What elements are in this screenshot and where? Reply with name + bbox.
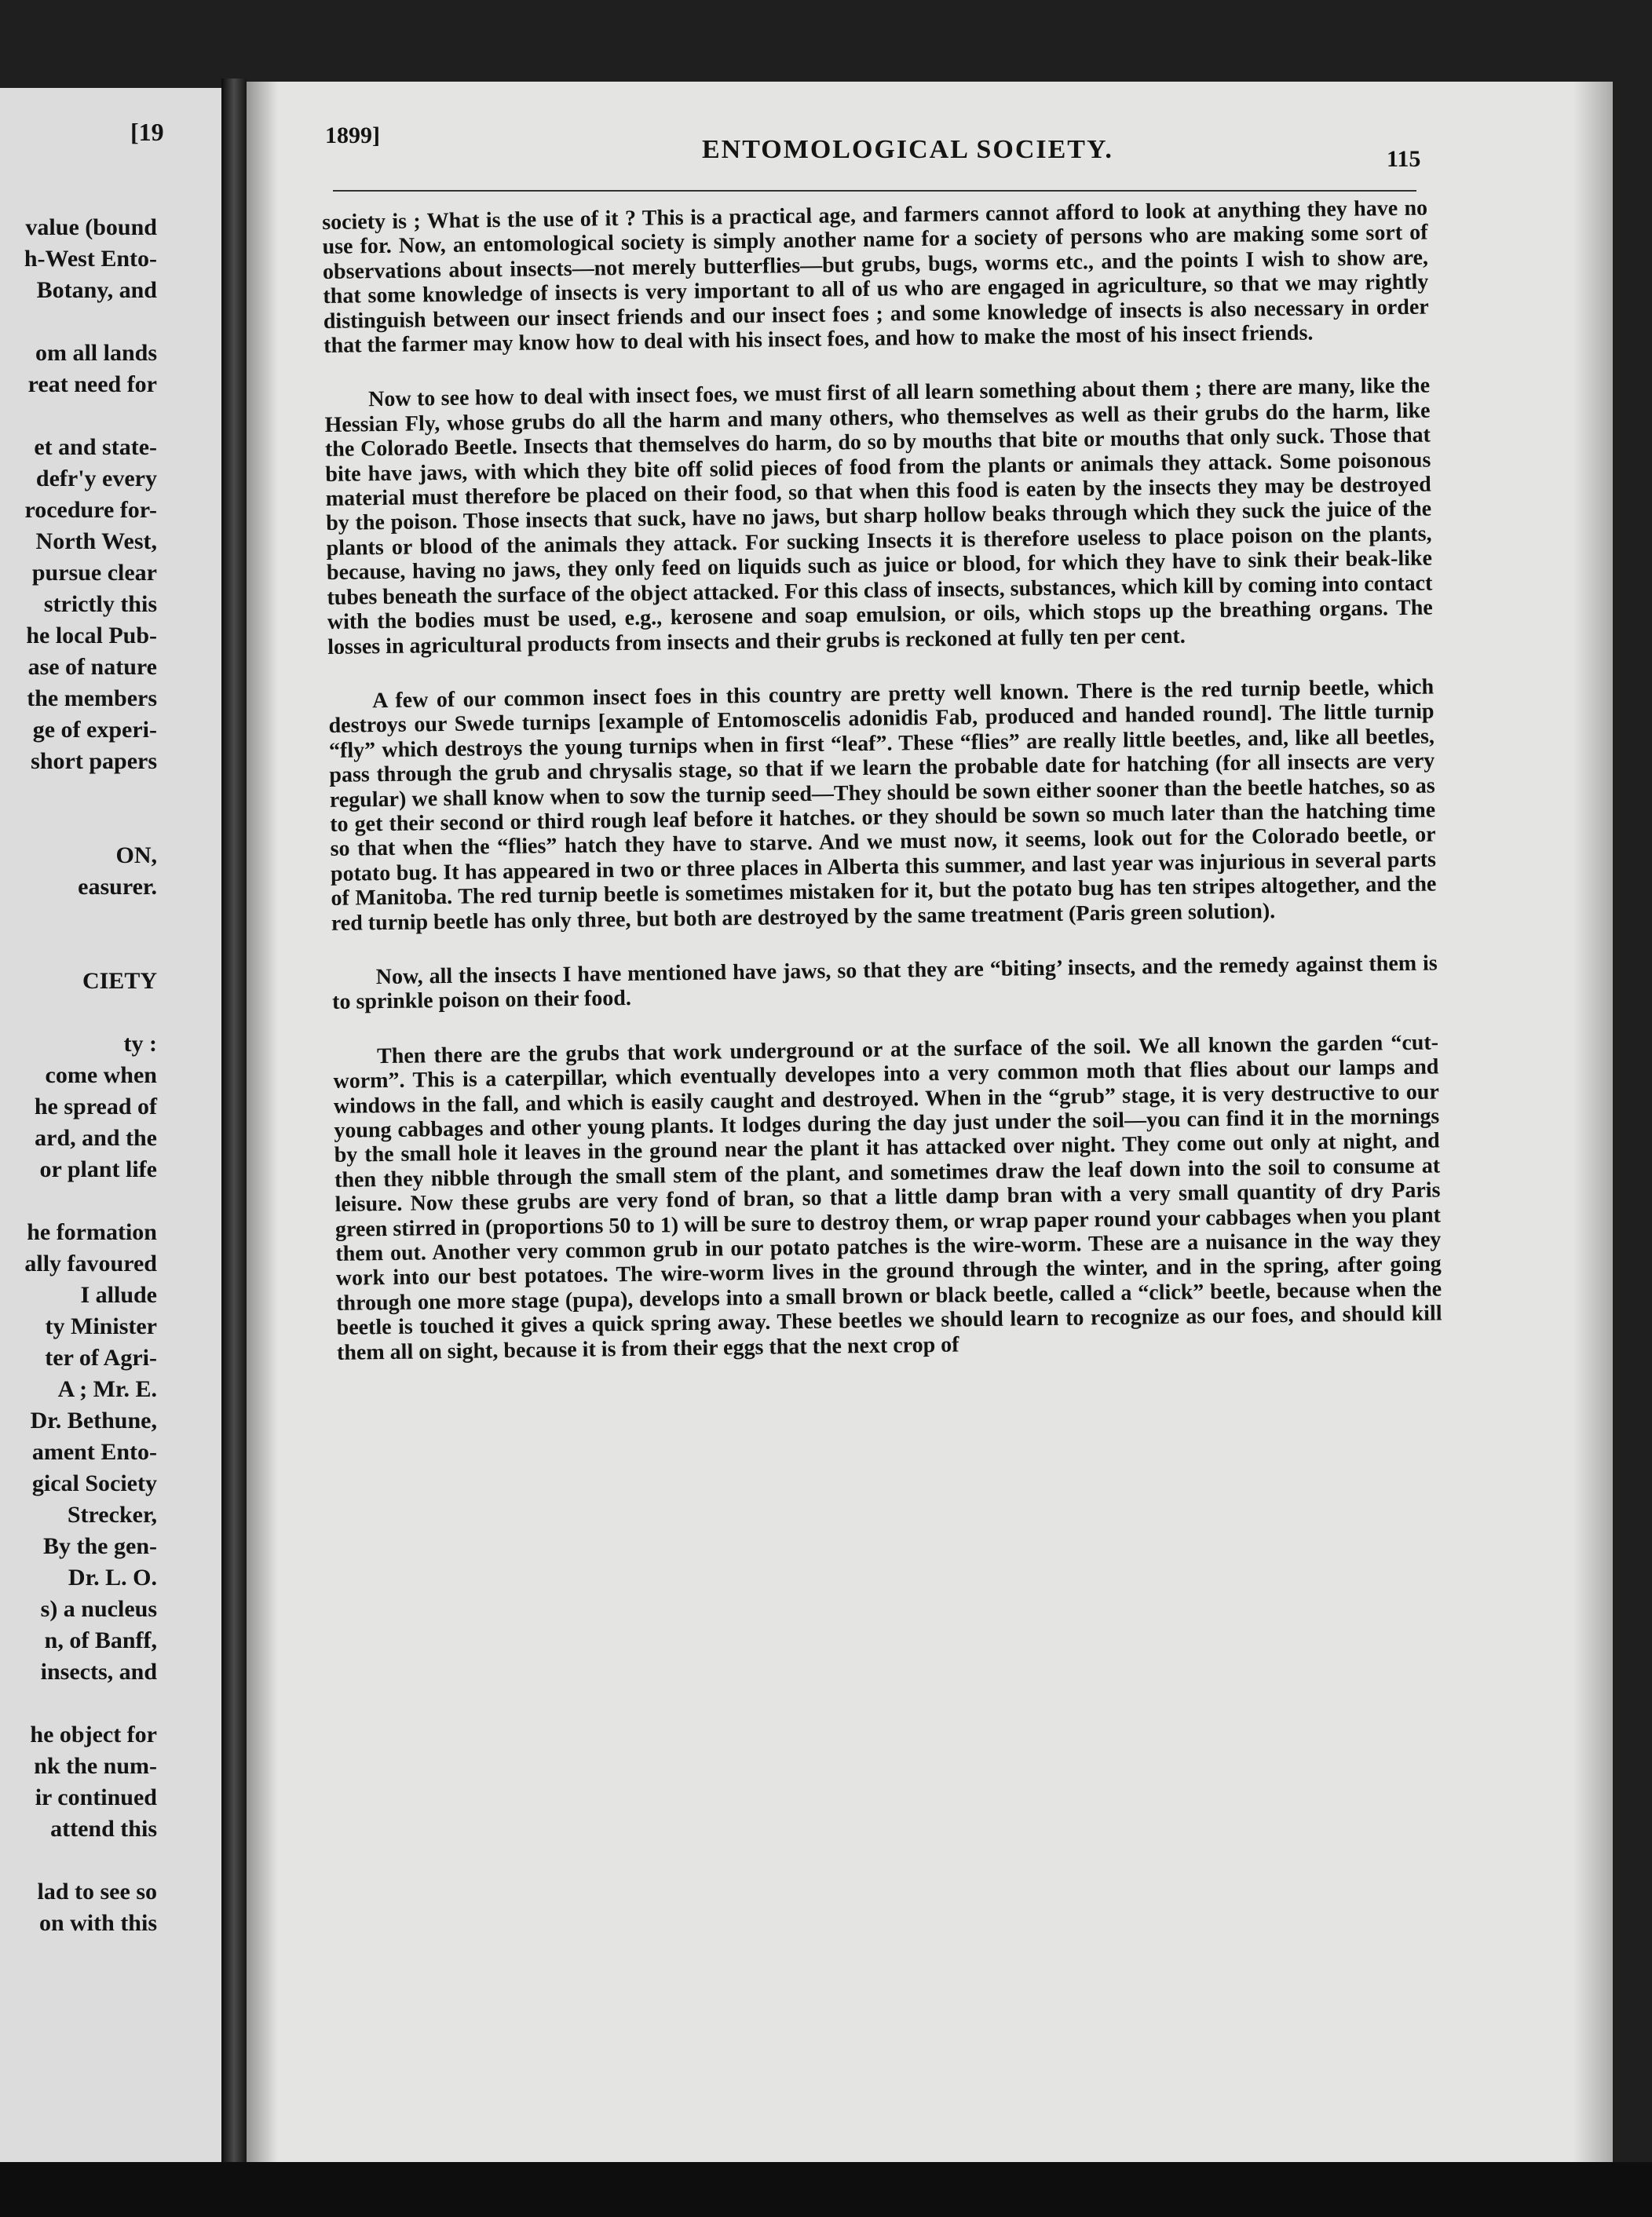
- left-page-line: Dr. L. O.: [68, 1565, 157, 1591]
- page-shadow: [247, 82, 278, 2217]
- left-page-line: defr'y every: [35, 466, 157, 491]
- left-page-line: Dr. Bethune,: [30, 1408, 157, 1434]
- header-rule: [333, 190, 1416, 192]
- left-page-line: ty :: [123, 1031, 157, 1057]
- left-page-line: Strecker,: [67, 1502, 157, 1528]
- left-page-line: h-West Ento-: [24, 246, 157, 272]
- paragraph: Now, all the insects I have mentioned have jaws, so that they are “biting’ insects, and the remedy against them is to sprinkle poison on their food.: [332, 951, 1438, 1015]
- left-page-line: [0, 1185, 157, 1217]
- left-page-line: [0, 777, 157, 809]
- left-page-line: he formation: [27, 1219, 157, 1245]
- scan-background: [0, 2162, 1652, 2217]
- left-facing-page: [0, 88, 221, 2217]
- left-page-line: Botany, and: [36, 277, 157, 303]
- left-page-line: strictly this: [43, 591, 157, 617]
- left-page-line: the members: [27, 685, 157, 711]
- left-page-line: he spread of: [34, 1094, 157, 1119]
- left-page-line: North West,: [35, 528, 157, 554]
- left-page-line: value (bound: [25, 214, 157, 240]
- left-page-line: [0, 934, 157, 966]
- paragraph: A few of our common insect foes in this country are pretty well known. There is the red turnip beetle, which destroys our Swede turnips [example of Entomoscelis adonidis Fab, produced and handed round]. The little turnip “fly” which destroys the young turnips when in first “leaf”. These “flies” are really little beetles, and, like all beetles, pass through the grub and chrysalis stage, so that if we learn the probable date for hatching (for all insects are very regular) we shall know when to sow the turnip seed—They should be sown either sooner than the beetle hatches, so as to get their second or third rough leaf before it hatches. or they should be sown so much later than the hatching time so that when the “flies” hatch they have to starve. And we must now, it seems, look out for the Colorado beetle, or potato bug. It has appeared in two or three places in Alberta this summer, and last year was injurious in several parts of Manitoba. The red turnip beetle is sometimes mistaken for it, but the potato bug has ten stripes altogether, and the red turnip beetle has only three, but both are destroyed by the same treatment (Paris green solution).: [328, 674, 1437, 936]
- page-number: 115: [1387, 146, 1421, 172]
- left-page-line: s) a nucleus: [40, 1596, 157, 1622]
- page-edge-shadow: [1573, 82, 1613, 2217]
- left-page-line: By the gen-: [43, 1533, 157, 1559]
- running-header-title: ENTOMOLOGICAL SOCIETY.: [702, 135, 1113, 164]
- left-page-line: [0, 306, 157, 338]
- body-text: [322, 196, 1443, 1395]
- left-page-line: pursue clear: [31, 560, 157, 586]
- left-page-line: I allude: [80, 1282, 157, 1308]
- left-page-line: come when: [45, 1062, 157, 1088]
- left-page-line: easurer.: [78, 874, 157, 900]
- left-page-line: A ; Mr. E.: [57, 1376, 157, 1402]
- left-page-line: or plant life: [39, 1156, 157, 1182]
- left-page-line: et and state-: [34, 434, 157, 460]
- left-page-line: n, of Banff,: [44, 1627, 157, 1653]
- left-page-line: ard, and the: [35, 1125, 157, 1151]
- left-page-line: ament Ento-: [31, 1439, 157, 1465]
- left-page-line: rocedure for-: [24, 497, 157, 523]
- left-page-line: on with this: [38, 1910, 157, 1936]
- left-page-line: ON,: [115, 842, 157, 868]
- paragraph: Then there are the grubs that work underground or at the surface of the soil. We all known the garden “cut-worm”. This is a caterpillar, which eventually developes into a very common moth that flies about our lamps and windows in the fall, and which is easily caught and destroyed. When in the “grub” stage, it is very destructive to our young cabbages and other young plants. It lodges during the day just under the soil—you can find it in the mornings by the small hole it leaves in the ground near the plant it has attacked over night. They come out only at night, and then they nibble through the small stem of the plant, and sometimes draw the leaf down into the soil to consume at leisure. Now these grubs are very fond of bran, so that a little damp bran with a very small quantity of dry Paris green stirred in (proportions 50 to 1) will be sure to destroy them, or wrap paper round your cabbages when you plant them out. Another very common grub in our potato patches is the wire-worm. These are a nuisance in the way they work into our best potatoes. The wire-worm lives in the ground through the winter, and in the spring, after going through one more stage (pupa), develops into a small brown or black beetle, called a “click” beetle, because when the beetle is touched it gives a quick spring away. These beetles we should learn to recognize as our foes, and should kill them all on sight, because it is from their eggs that the next crop of: [333, 1030, 1442, 1365]
- left-page-line: [0, 997, 157, 1028]
- left-page-line: [0, 1688, 157, 1719]
- left-page-line: gical Society: [31, 1470, 157, 1496]
- book-gutter: [221, 79, 247, 2217]
- left-page-line: om all lands: [35, 340, 157, 366]
- left-page-line: short papers: [31, 748, 157, 774]
- left-page-line: insects, and: [40, 1659, 157, 1685]
- left-page-header: [19: [130, 118, 164, 146]
- left-page-line: ter of Agri-: [45, 1345, 157, 1371]
- left-page-line: [0, 903, 157, 934]
- left-page-line: ase of nature: [27, 654, 157, 680]
- left-page-line: attend this: [50, 1816, 157, 1842]
- paragraph: society is ; What is the use of it ? This is a practical age, and farmers cannot afford to look at anything they have no use for. Now, an entomological society is simply another name for a society of persons who are making some sort of observations about insects—not merely butterflies—but grubs, bugs, worms etc., and the points I wish to show are, that some knowledge of insects is very important to all of us who are engaged in agriculture, so that we may rightly distinguish between our insect friends and our insect foes ; and some knowledge of insects is also necessary in order that the farmer may know how to deal with his insect foes, and how to make the most of his insect friends.: [322, 195, 1429, 359]
- paragraph: Now to see how to deal with insect foes, we must first of all learn something about them ; there are many, like the Hessian Fly, whose grubs do all the harm and many others, who themselves as well as their grubs do the harm, like the Colorado Beetle. Insects that themselves do harm, do so by mouths that bite or mouths that only suck. Those that bite have jaws, with which they bite off solid pieces of food from the plants or animals they attack. Some poisonous material must therefore be placed on their food, so that when this food is eaten by the insects they may be destroyed by the poison. Those insects that suck, have no jaws, but sharp hollow beaks through which they suck the juice of the plants or blood of the animals they attack. For sucking Insects it is therefore useless to place poison on the plants, because, having no jaws, they only feed on liquids such as juice or blood, for which they have to sink their beak-like tubes beneath the surface of the object attacked. For this class of insects, substances, which kill by coming into contact with the bodies must be used, e.g., kerosene and soap emulsion, or oils, which stops up the breathing organs. The losses in agricultural products from insects and their grubs is reckoned at fully ten per cent.: [324, 373, 1433, 659]
- left-page-line: he local Pub-: [26, 623, 157, 648]
- left-page-line: lad to see so: [37, 1879, 157, 1905]
- left-page-line: ally favoured: [24, 1251, 157, 1277]
- running-header-year: 1899]: [325, 122, 380, 148]
- left-page-line: ir continued: [35, 1784, 157, 1810]
- left-page-line: [0, 400, 157, 432]
- left-page-line: [0, 809, 157, 840]
- left-page-line: CIETY: [82, 968, 157, 994]
- left-page-line: reat need for: [27, 371, 157, 397]
- left-page-line: he object for: [30, 1722, 157, 1748]
- left-page-text: [0, 212, 157, 1939]
- right-page: [247, 82, 1613, 2217]
- left-page-line: [0, 1845, 157, 1876]
- left-page-line: nk the num-: [34, 1753, 157, 1779]
- left-page-line: ge of experi-: [32, 717, 157, 743]
- left-page-line: ty Minister: [45, 1313, 157, 1339]
